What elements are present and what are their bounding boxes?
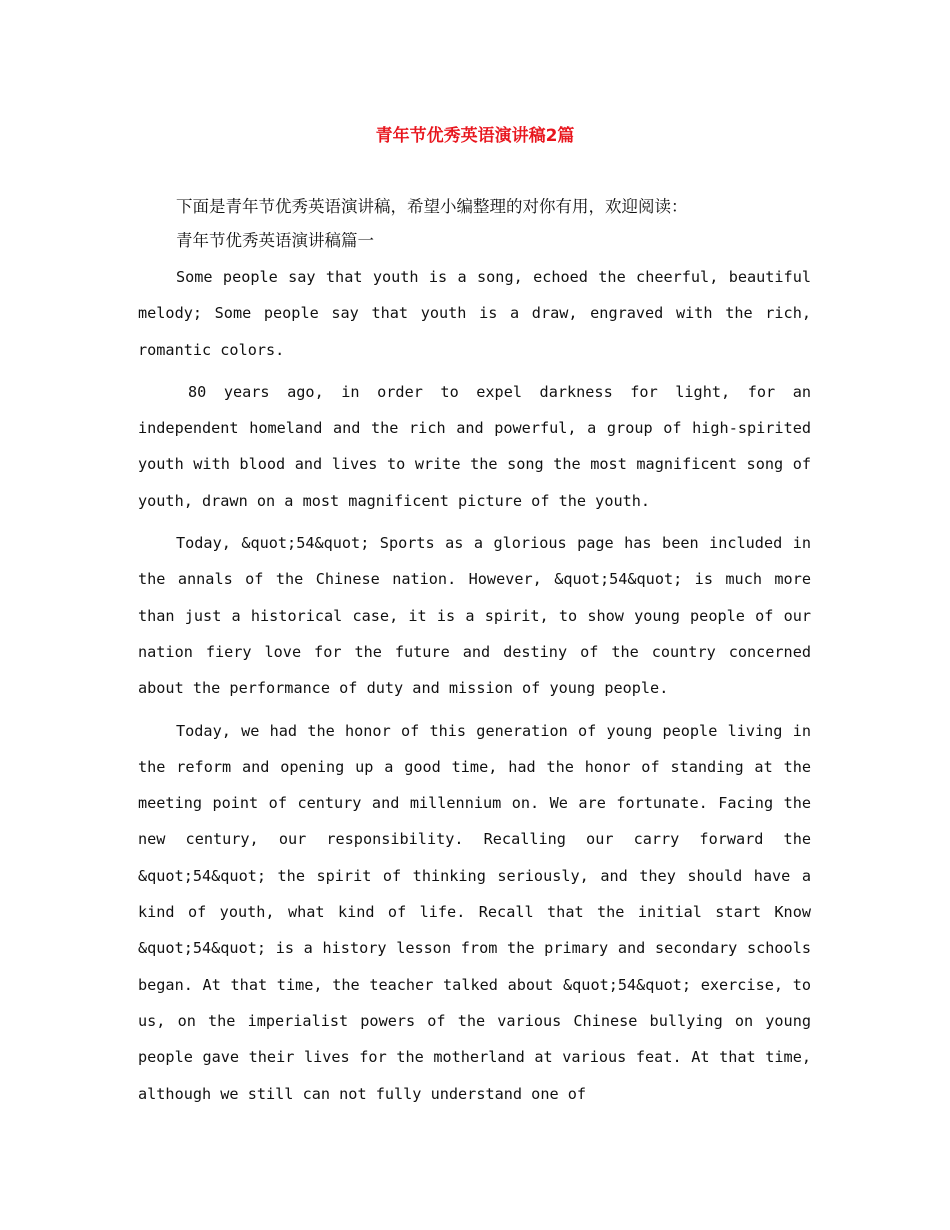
paragraph-2: 80 years ago, in order to expel darkness for light, for an independent homeland and the rich and powerful, a group of high-spirited youth with blood and lives to write the song the most magnificent song of youth, drawn on a most magnificent picture of the youth. <box>138 382 811 510</box>
paragraph-4: Today, we had the honor of this generation of young people living in the reform and opening up a good time, had the honor of standing at the meeting point of century and millennium on. We are fortunate. Facing the new century, our responsibility. Recalling our carry forward the &quot;54&quot; the spirit of thinking seriously, and they should have a kind of youth, what kind of life. Recall that the initial start Know &quot;54&quot; is a history lesson from the primary and secondary schools began. At that time, the teacher talked about &quot;54&quot; exercise, to us, on the imperialist powers of the various Chinese bullying on young people gave their lives for the motherland at various feat. At that time, although we still can not fully understand one of <box>138 721 811 1103</box>
paragraph-1: Some people say that youth is a song, echoed the cheerful, beautiful melody; Some people say that youth is a draw, engraved with the rich, romantic colors. <box>138 268 811 359</box>
speech-body <box>138 259 811 1118</box>
document-title: 青年节优秀英语演讲稿2篇 <box>375 126 575 146</box>
paragraph-3: Today, &quot;54&quot; Sports as a glorious page has been included in the annals of the Chinese nation. However, &quot;54&quot; is much more than just a historical case, it is a spirit, to show young people of our nation fiery love for the future and destiny of the country concerned about the performance of duty and mission of young people. <box>138 534 811 698</box>
intro-text: 下面是青年节优秀英语演讲稿，希望小编整理的对你有用，欢迎阅读： <box>176 197 688 216</box>
section-heading: 青年节优秀英语演讲稿篇一 <box>176 231 374 250</box>
